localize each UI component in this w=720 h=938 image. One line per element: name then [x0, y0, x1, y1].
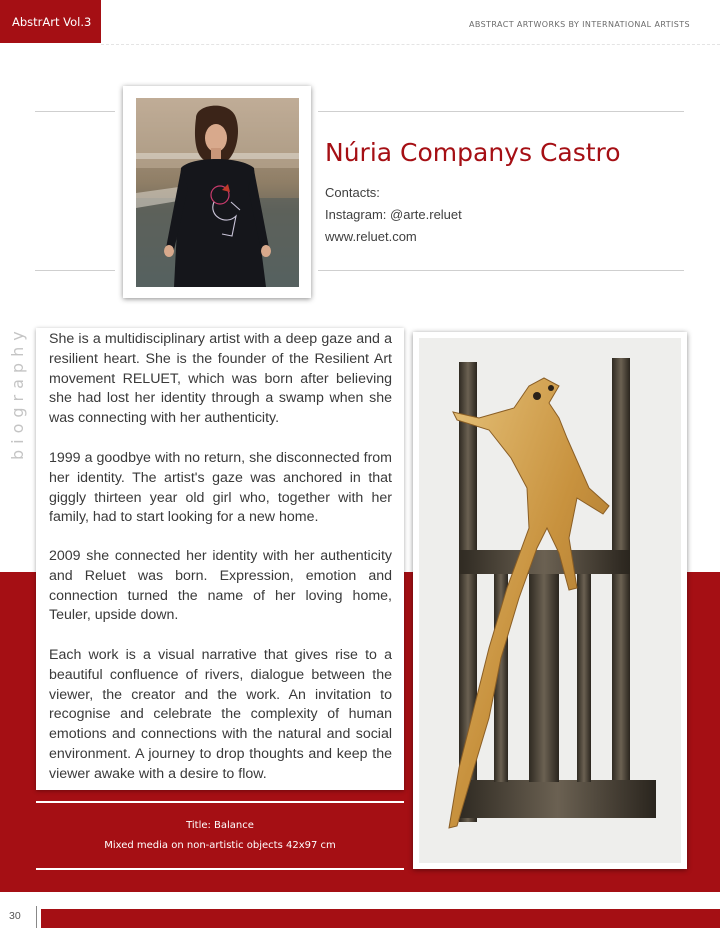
artwork-title: Title: Balance [186, 820, 254, 831]
portrait-illustration [136, 98, 299, 287]
artist-name: Núria Companys Castro [325, 138, 621, 167]
footer-bar [41, 909, 720, 928]
website-link[interactable]: www.reluet.com [325, 229, 417, 244]
biography-vertical-label: biography [8, 325, 27, 460]
artist-portrait-frame [123, 86, 311, 298]
contacts-label: Contacts: [325, 185, 380, 200]
biography-paragraph-2: 1999 a goodbye with no return, she disconnected from her identity. The artist's gaze was anchored in that giggly thirteen year old girl who, together with her family, had to start looking for a new home. [49, 450, 392, 526]
profile-divider-bottom-left [35, 270, 115, 271]
artwork-details: Mixed media on non-artistic objects 42x97 cm [104, 840, 336, 851]
instagram-handle[interactable]: Instagram: @arte.reluet [325, 207, 462, 222]
biography-paragraph-4: Each work is a visual narrative that gives rise to a beautiful confluence of rivers, dialogue between the viewer, the creator and the work. An invitation to recognise and celebrate the complexity of human emotions and connections with the natural and social environment. A journey to drop thoughts and keep the viewer awake with a desire to flow. [49, 647, 392, 782]
magazine-title: AbstrArt Vol.3 [12, 14, 92, 29]
profile-divider-top-left [35, 111, 115, 112]
footer-divider [36, 906, 37, 928]
page-number: 30 [9, 910, 21, 922]
profile-divider-bottom-right [318, 270, 684, 271]
caption-divider-bottom [36, 868, 404, 870]
biography-paragraph-3: 2009 she connected her identity with her authenticity and Reluet was born. Expression, emotion and connection turned the name of her loving home, Teuler, upside down. [49, 548, 392, 624]
magazine-subtitle: ABSTRACT ARTWORKS BY INTERNATIONAL ARTISTS [468, 20, 690, 29]
profile-divider-top-right [318, 111, 684, 112]
biography-paragraph-1: She is a multidisciplinary artist with a deep gaze and a resilient heart. She is the founder of the Resilient Art movement RELUET, which was born after believing she had lost her identity through a swamp when she was connecting with her authenticity. [49, 331, 392, 427]
artist-portrait-photo [136, 98, 299, 287]
biography-panel [36, 328, 404, 790]
caption-divider-top [36, 801, 404, 803]
magazine-title-tab [0, 0, 101, 43]
artwork-illustration [419, 338, 681, 863]
artwork-image [419, 338, 681, 863]
header-divider [101, 44, 720, 45]
artwork-frame [413, 332, 687, 869]
